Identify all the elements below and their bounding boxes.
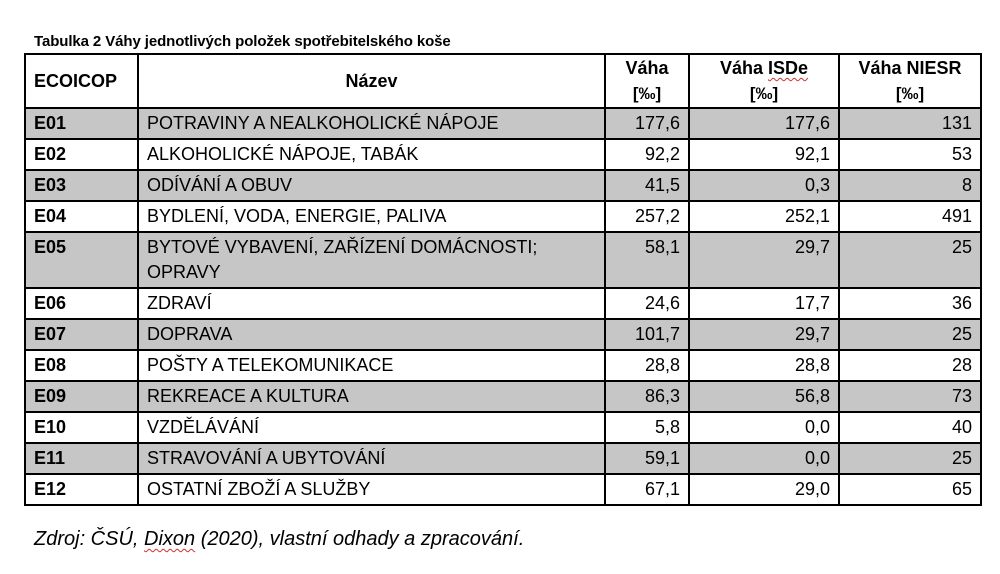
row-name: OSTATNÍ ZBOŽÍ A SLUŽBY <box>138 474 605 505</box>
row-name: POTRAVINY A NEALKOHOLICKÉ NÁPOJE <box>138 108 605 139</box>
row-code: E09 <box>25 381 138 412</box>
row-weight-isde: 252,1 <box>689 201 839 232</box>
row-weight-isde: 29,7 <box>689 232 839 288</box>
row-weight-niesr: 8 <box>839 170 981 201</box>
row-code: E11 <box>25 443 138 474</box>
row-name: POŠTY A TELEKOMUNIKACE <box>138 350 605 381</box>
header-name: Název <box>138 54 605 108</box>
table-caption: Tabulka 2 Váhy jednotlivých položek spotřebitelského koše <box>34 33 451 50</box>
row-weight-niesr: 25 <box>839 232 981 288</box>
row-weight-isde: 0,0 <box>689 443 839 474</box>
row-name-line-1: BYTOVÉ VYBAVENÍ, ZAŘÍZENÍ DOMÁCNOSTI; <box>147 237 538 257</box>
table-row <box>25 170 981 201</box>
header-weight-isde-term: ISDe <box>768 58 809 78</box>
row-weight-niesr: 25 <box>839 319 981 350</box>
row-weight-isde: 29,0 <box>689 474 839 505</box>
header-weight-unit: [‰] <box>632 84 662 103</box>
row-weight: 58,1 <box>605 232 689 288</box>
table-row <box>25 108 981 139</box>
row-weight-isde: 28,8 <box>689 350 839 381</box>
row-weight-isde: 0,0 <box>689 412 839 443</box>
header-weight-isde-unit: [‰] <box>749 84 779 103</box>
row-code: E08 <box>25 350 138 381</box>
row-weight-isde: 177,6 <box>689 108 839 139</box>
source-note <box>34 528 524 551</box>
header-weight-isde <box>689 54 839 108</box>
row-name: VZDĚLÁVÁNÍ <box>138 412 605 443</box>
row-code: E03 <box>25 170 138 201</box>
row-name: ODÍVÁNÍ A OBUV <box>138 170 605 201</box>
row-weight-isde: 56,8 <box>689 381 839 412</box>
row-weight-isde: 17,7 <box>689 288 839 319</box>
row-weight: 41,5 <box>605 170 689 201</box>
table-row <box>25 288 981 319</box>
header-weight <box>605 54 689 108</box>
row-code: E02 <box>25 139 138 170</box>
table-row <box>25 319 981 350</box>
row-name: DOPRAVA <box>138 319 605 350</box>
row-weight-niesr: 53 <box>839 139 981 170</box>
table-row <box>25 474 981 505</box>
row-code: E04 <box>25 201 138 232</box>
row-weight-niesr: 65 <box>839 474 981 505</box>
row-code: E10 <box>25 412 138 443</box>
row-weight: 177,6 <box>605 108 689 139</box>
table-row <box>25 350 981 381</box>
row-weight: 101,7 <box>605 319 689 350</box>
row-name: STRAVOVÁNÍ A UBYTOVÁNÍ <box>138 443 605 474</box>
row-weight: 67,1 <box>605 474 689 505</box>
header-weight-isde-prefix: Váha <box>719 58 768 78</box>
source-author: Dixon <box>144 528 196 550</box>
header-weight-niesr-unit: [‰] <box>895 84 925 103</box>
row-weight-niesr: 491 <box>839 201 981 232</box>
header-ecoicop: ECOICOP <box>25 54 138 108</box>
row-code: E07 <box>25 319 138 350</box>
row-name: ZDRAVÍ <box>138 288 605 319</box>
row-weight-niesr: 40 <box>839 412 981 443</box>
source-suffix: (2020), vlastní odhady a zpracování. <box>195 528 525 550</box>
row-weight: 59,1 <box>605 443 689 474</box>
table-row <box>25 381 981 412</box>
row-name <box>138 232 605 288</box>
row-weight-niesr: 36 <box>839 288 981 319</box>
row-weight: 28,8 <box>605 350 689 381</box>
row-weight: 86,3 <box>605 381 689 412</box>
row-weight-niesr: 25 <box>839 443 981 474</box>
row-weight: 92,2 <box>605 139 689 170</box>
table-row <box>25 201 981 232</box>
row-name: BYDLENÍ, VODA, ENERGIE, PALIVA <box>138 201 605 232</box>
row-weight: 5,8 <box>605 412 689 443</box>
table-header-row <box>25 54 981 108</box>
table-row <box>25 412 981 443</box>
table-row <box>25 232 981 288</box>
row-code: E12 <box>25 474 138 505</box>
row-name-line-2: OPRAVY <box>147 262 221 282</box>
row-name: ALKOHOLICKÉ NÁPOJE, TABÁK <box>138 139 605 170</box>
row-weight-niesr: 28 <box>839 350 981 381</box>
row-weight: 257,2 <box>605 201 689 232</box>
row-weight-niesr: 131 <box>839 108 981 139</box>
row-weight-isde: 0,3 <box>689 170 839 201</box>
header-weight-niesr-label: Váha NIESR <box>858 58 962 78</box>
row-weight-isde: 29,7 <box>689 319 839 350</box>
row-name: REKREACE A KULTURA <box>138 381 605 412</box>
row-weight-niesr: 73 <box>839 381 981 412</box>
row-code: E05 <box>25 232 138 288</box>
row-weight-isde: 92,1 <box>689 139 839 170</box>
header-weight-label: Váha <box>625 58 669 78</box>
weights-table <box>24 53 982 506</box>
row-weight: 24,6 <box>605 288 689 319</box>
row-code: E06 <box>25 288 138 319</box>
header-weight-niesr <box>839 54 981 108</box>
table-row <box>25 139 981 170</box>
source-prefix: Zdroj: ČSÚ, <box>34 528 145 550</box>
row-code: E01 <box>25 108 138 139</box>
table-row <box>25 443 981 474</box>
